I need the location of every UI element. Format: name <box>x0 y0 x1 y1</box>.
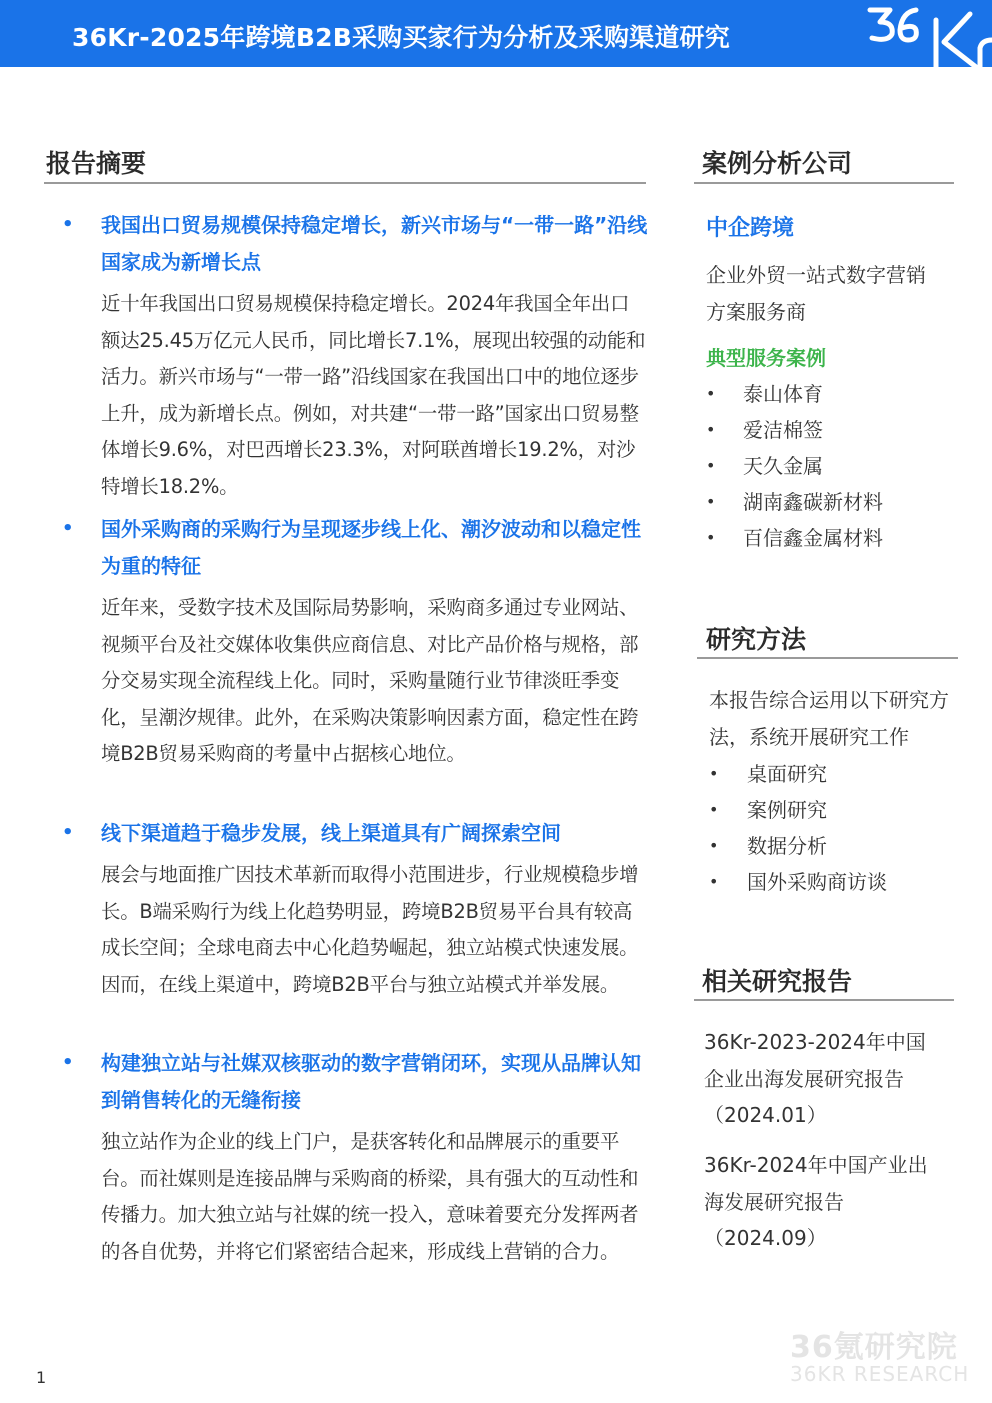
case-item: 天久金属 <box>743 454 823 478</box>
bullet-dot: • <box>62 1052 74 1073</box>
list-dot: • <box>709 764 719 783</box>
related-report-date: （2024.01） <box>704 1103 827 1127</box>
method-item: 案例研究 <box>747 798 827 822</box>
bullet-dot: • <box>62 214 74 235</box>
header-banner <box>0 0 992 67</box>
related-report-name: 36Kr-2023-2024年中国企业出海发展研究报告 <box>704 1030 926 1091</box>
case-item: 爱洁棉签 <box>743 418 823 442</box>
bullet-dot: • <box>62 822 74 843</box>
list-dot: • <box>709 800 719 819</box>
related-report-date: （2024.09） <box>704 1226 827 1250</box>
report-title: 36Kr-2025年跨境B2B采购买家行为分析及采购渠道研究 <box>72 23 730 52</box>
related-title: 相关研究报告 <box>702 967 853 996</box>
point-body: 近十年我国出口贸易规模保持稳定增长。2024年我国全年出口额达25.45万亿元人民币，同比增长7.1%，展现出较强的动能和活力。新兴市场与“一带一路”沿线国家在我国出口中的地位逐步上升，成为新增长点。例如，对共建“一带一路”国家出口贸易整体增长9.6%，对巴西增长23.3%，对阿联酋增长19.2%，对沙特增长18.2%。 <box>101 292 646 498</box>
watermark-en: 36KR RESEARCH <box>790 1362 970 1386</box>
related-divider <box>694 999 954 1001</box>
point-heading: 构建独立站与社媒双核驱动的数字营销闭环，实现从品牌认知到销售转化的无缝衔接 <box>101 1051 641 1112</box>
case-study-divider <box>694 182 954 184</box>
page-number: 1 <box>36 1368 47 1387</box>
point-heading: 线下渠道趋于稳步发展，线上渠道具有广阔探索空间 <box>101 821 561 845</box>
watermark-cn: 36氪研究院 <box>790 1330 958 1365</box>
cases-label: 典型服务案例 <box>706 346 826 370</box>
point-body: 展会与地面推广因技术革新而取得小范围进步，行业规模稳步增长。B端采购行为线上化趋势明显，跨境B2B贸易平台具有较高成长空间；全球电商去中心化趋势崛起，独立站模式快速发展。因而，在线上渠道中，跨境B2B平台与独立站模式并举发展。 <box>101 863 639 996</box>
case-item: 湖南鑫碳新材料 <box>743 490 883 514</box>
list-dot: • <box>709 836 719 855</box>
36kr-logo <box>860 0 992 67</box>
summary-divider <box>44 182 646 184</box>
related-report-name: 36Kr-2024年中国产业出海发展研究报告 <box>704 1153 928 1214</box>
methods-title: 研究方法 <box>706 625 807 654</box>
list-dot: • <box>706 528 716 547</box>
company-description: 企业外贸一站式数字营销方案服务商 <box>706 263 926 324</box>
point-body: 近年来，受数字技术及国际局势影响，采购商多通过专业网站、视频平台及社交媒体收集供应商信息、对比产品价格与规格，部分交易实现全流程线上化。同时，采购量随行业节律淡旺季变化，呈潮汐规律。此外，在采购决策影响因素方面，稳定性在跨境B2B贸易采购商的考量中占据核心地位。 <box>101 596 639 765</box>
methods-divider <box>697 657 958 659</box>
point-heading: 我国出口贸易规模保持稳定增长，新兴市场与“一带一路”沿线国家成为新增长点 <box>101 213 648 274</box>
method-item: 国外采购商访谈 <box>747 870 887 894</box>
list-dot: • <box>706 456 716 475</box>
research-watermark <box>790 1322 970 1386</box>
method-item: 桌面研究 <box>747 762 827 786</box>
methods-intro: 本报告综合运用以下研究方法，系统开展研究工作 <box>709 688 949 749</box>
list-dot: • <box>709 872 719 891</box>
case-item: 百信鑫金属材料 <box>743 526 883 550</box>
list-dot: • <box>706 420 716 439</box>
bullet-dot: • <box>62 518 74 539</box>
summary-title: 报告摘要 <box>46 149 147 178</box>
list-dot: • <box>706 384 716 403</box>
method-item: 数据分析 <box>747 834 827 858</box>
point-body: 独立站作为企业的线上门户，是获客转化和品牌展示的重要平台。而社媒则是连接品牌与采购商的桥梁，具有强大的互动性和传播力。加大独立站与社媒的统一投入，意味着要充分发挥两者的各自优势，并将它们紧密结合起来，形成线上营销的合力。 <box>101 1130 639 1263</box>
point-heading: 国外采购商的采购行为呈现逐步线上化、潮汐波动和以稳定性为重的特征 <box>101 517 641 578</box>
list-dot: • <box>706 492 716 511</box>
case-item: 泰山体育 <box>743 382 823 406</box>
company-name: 中企跨境 <box>706 216 795 241</box>
case-study-title: 案例分析公司 <box>702 149 853 178</box>
